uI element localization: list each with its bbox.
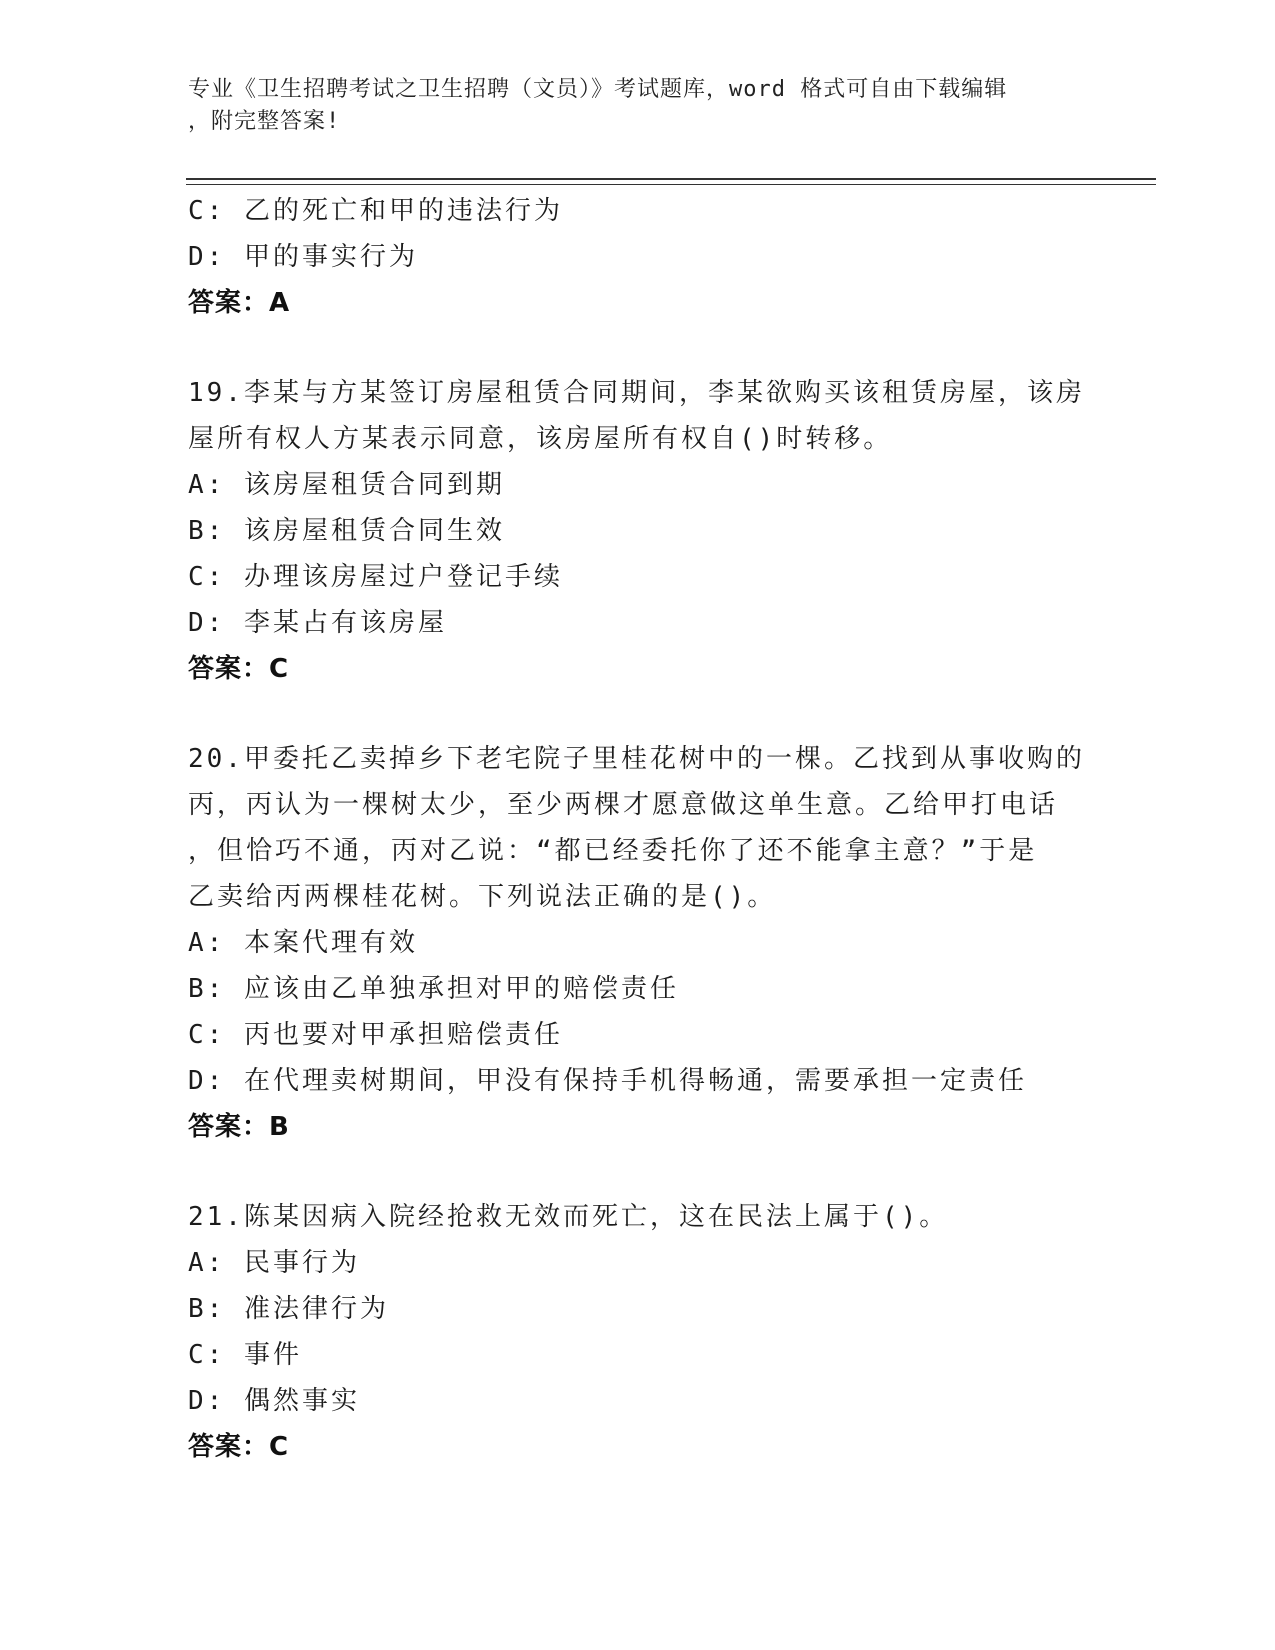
answer-label: 答案：A [188,288,291,318]
option-d: D: 偶然事实 [188,1386,360,1416]
option-d: D: 李某占有该房屋 [188,608,447,638]
header-divider-thick [186,178,1156,180]
option-d: D: 甲的事实行为 [188,242,418,272]
question-list [188,188,1148,1470]
question-stem-line: 20.甲委托乙卖掉乡下老宅院子里桂花树中的一棵。乙找到从事收购的 [188,744,1085,774]
spacer [188,1150,1148,1194]
option-b: B: 准法律行为 [188,1294,389,1324]
question-stem-line: ，但恰巧不通，丙对乙说：“都已经委托你了还不能拿主意？”于是 [188,836,1038,866]
option-b: B: 应该由乙单独承担对甲的赔偿责任 [188,974,679,1004]
question-block-19 [188,370,1148,692]
option-a: A: 本案代理有效 [188,928,418,958]
header-divider-thin [186,184,1156,185]
spacer [188,326,1148,370]
option-c: C: 丙也要对甲承担赔偿责任 [188,1020,563,1050]
option-d: D: 在代理卖树期间，甲没有保持手机得畅通，需要承担一定责任 [188,1066,1027,1096]
spacer [188,692,1148,736]
header-title-line-2: ，附完整答案! [188,109,341,134]
question-stem-line: 21.陈某因病入院经抢救无效而死亡，这在民法上属于()。 [188,1202,949,1232]
option-c: C: 乙的死亡和甲的违法行为 [188,196,563,226]
page-header [188,74,1068,138]
option-a: A: 该房屋租赁合同到期 [188,470,505,500]
question-stem-line: 乙卖给丙两棵桂花树。下列说法正确的是()。 [188,882,777,912]
option-a: A: 民事行为 [188,1248,360,1278]
header-title-line-1: 专业《卫生招聘考试之卫生招聘（文员）》考试题库，word 格式可自由下载编辑 [188,77,1008,102]
answer-label: 答案：B [188,1112,290,1142]
option-b: B: 该房屋租赁合同生效 [188,516,505,546]
option-c: C: 办理该房屋过户登记手续 [188,562,563,592]
question-block-20 [188,736,1148,1150]
question-block-21 [188,1194,1148,1470]
answer-label: 答案：C [188,1432,290,1462]
question-stem-line: 19.李某与方某签订房屋租赁合同期间，李某欲购买该租赁房屋，该房 [188,378,1085,408]
question-block-18-continued [188,188,1148,326]
answer-label: 答案：C [188,654,290,684]
option-c: C: 事件 [188,1340,302,1370]
question-stem-line: 屋所有权人方某表示同意，该房屋所有权自()时转移。 [188,424,893,454]
question-stem-line: 丙，丙认为一棵树太少，至少两棵才愿意做这单生意。乙给甲打电话 [188,790,1059,820]
